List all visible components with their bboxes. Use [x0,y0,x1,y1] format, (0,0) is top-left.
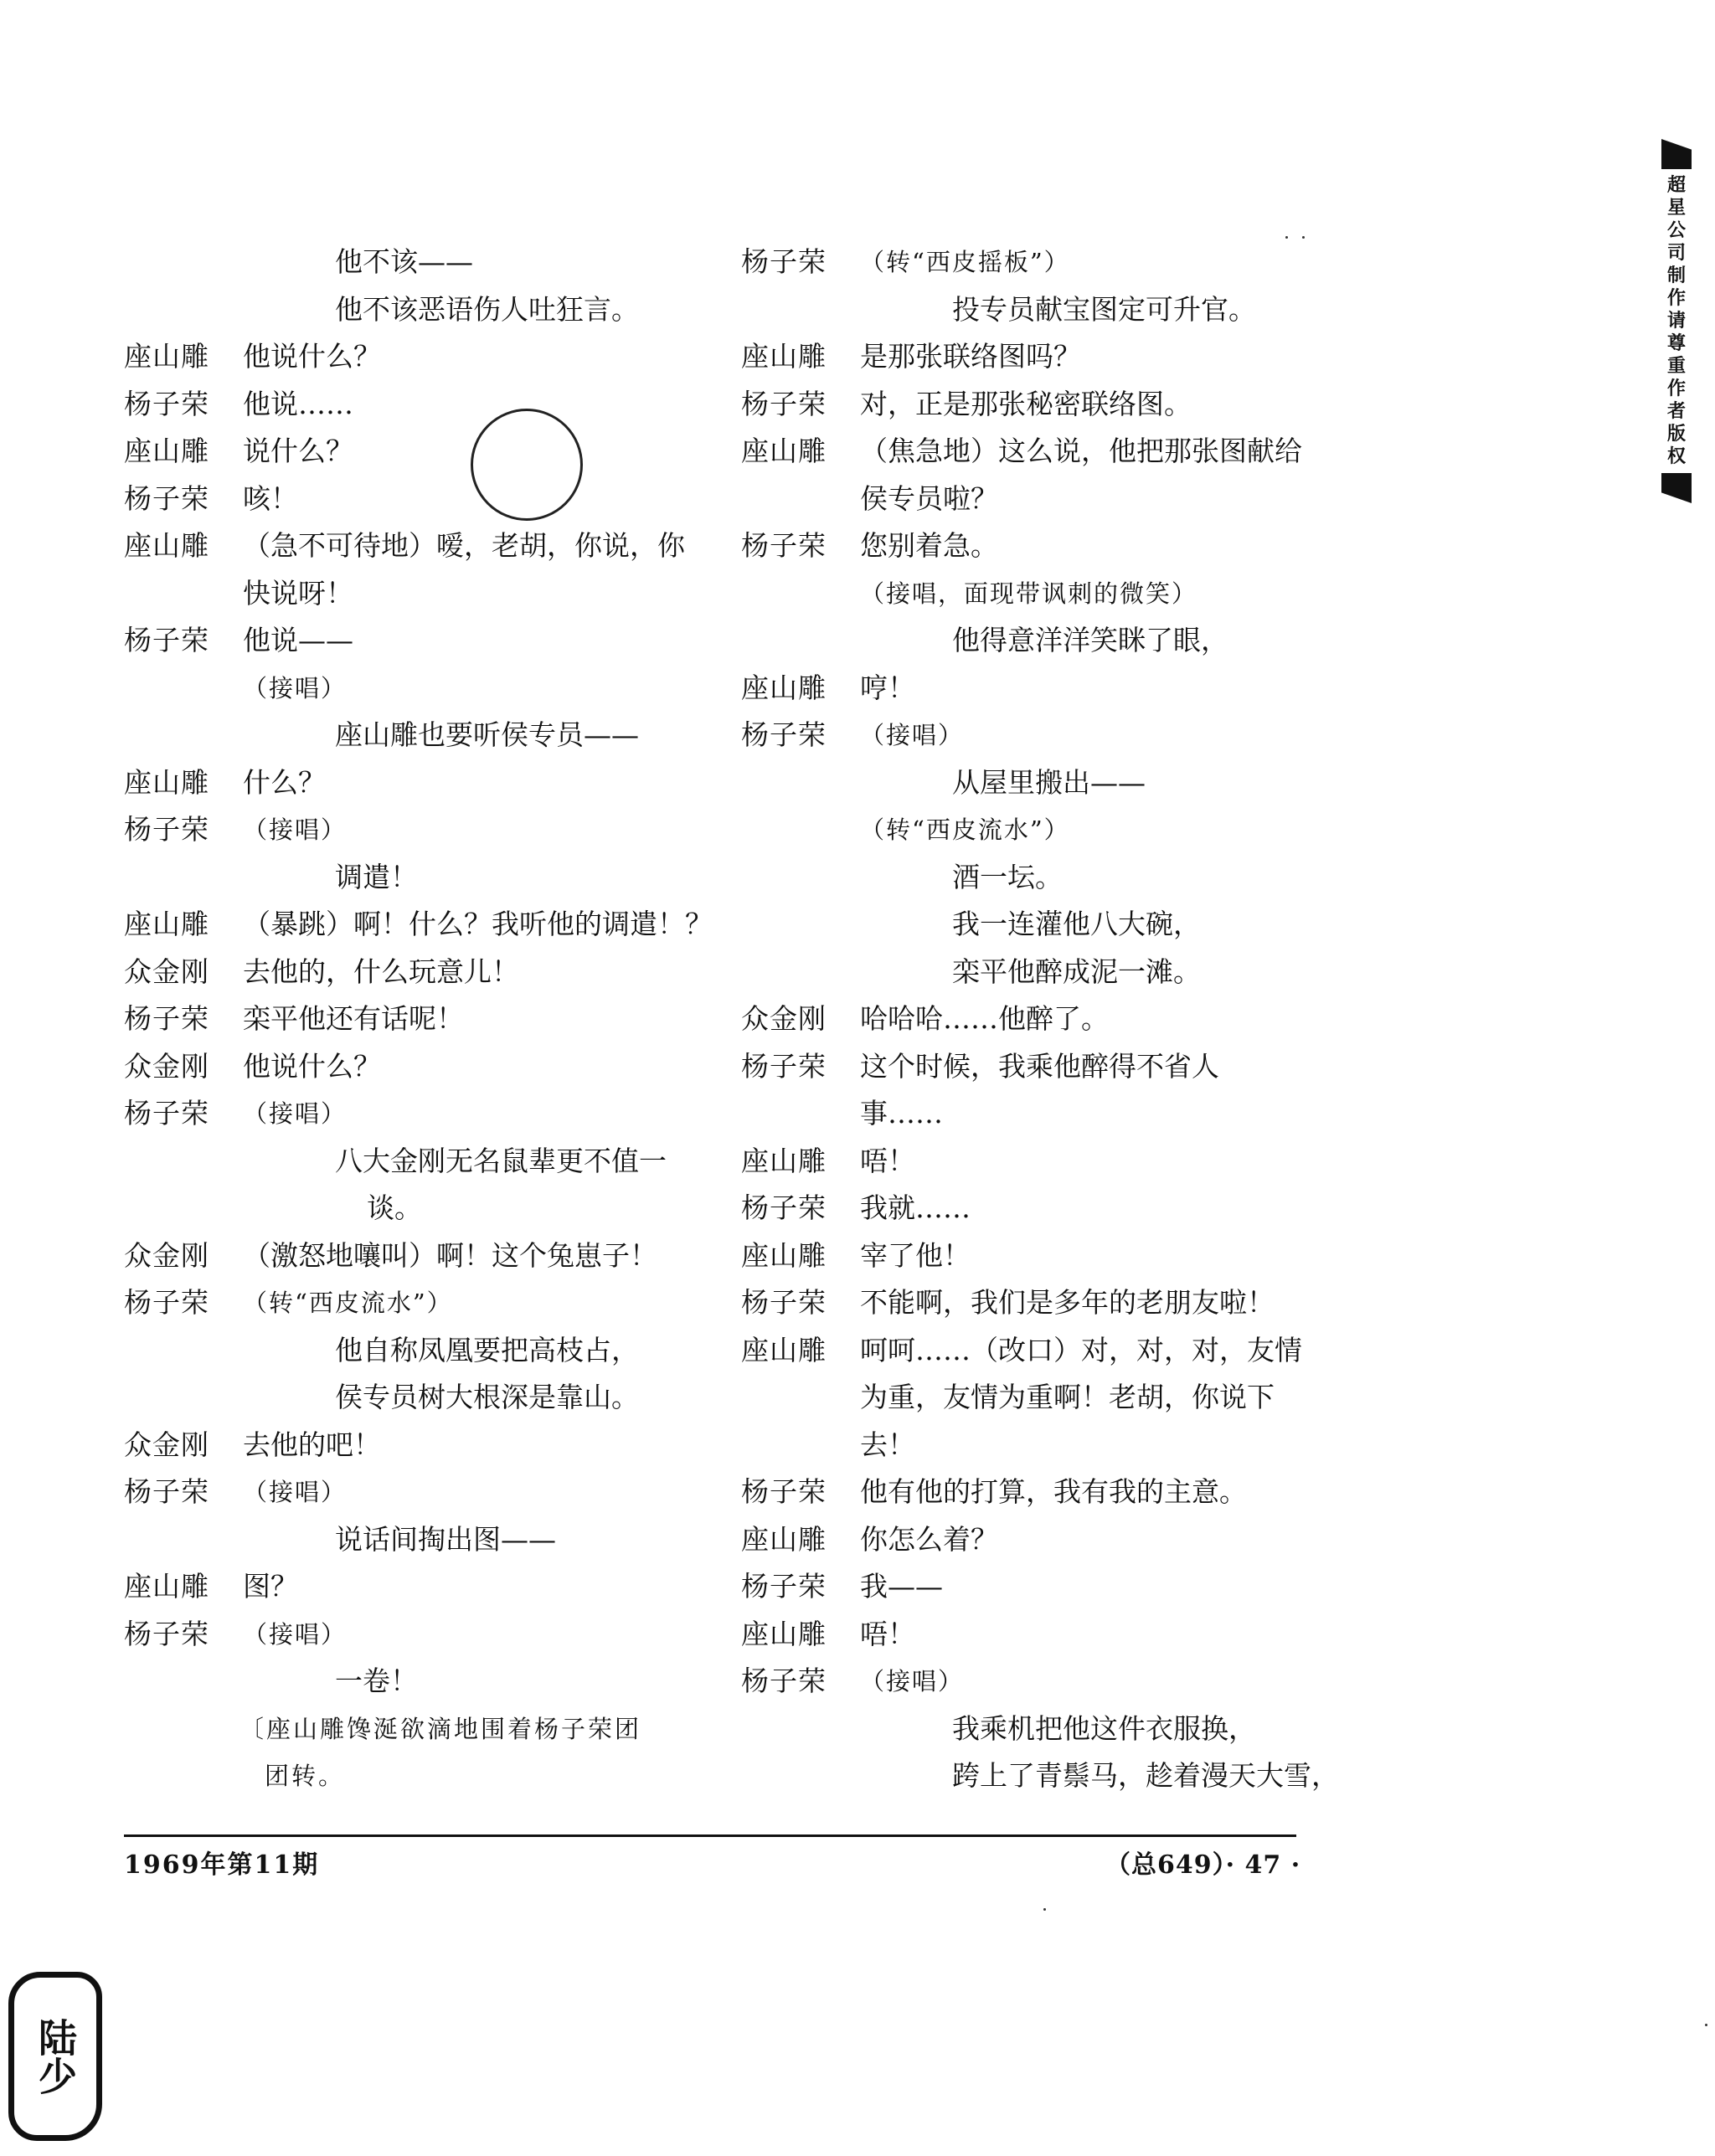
left-column [124,239,713,1800]
speaker-name: 杨子荣 [741,387,827,420]
speaker-name: 杨子荣 [124,1617,209,1650]
dialogue-text: 咳！ [243,481,298,515]
script-line [741,1043,1319,1091]
speaker-name: 杨子荣 [741,718,827,751]
script-line [741,806,1319,854]
dialogue-text: 哼！ [860,671,915,704]
dialogue-text: （焦急地）这么说，他把那张图献给 [860,435,1302,467]
dialogue-text: 呵呵……（改口）对，对，对，友情 [860,1333,1302,1366]
script-line [741,949,1319,996]
script-line [124,1043,702,1091]
script-line [741,996,1319,1043]
dialogue-text: 您别着急。 [860,529,998,562]
script-line [741,665,1319,713]
script-line [124,1374,702,1422]
speaker-name: 座山雕 [124,529,209,562]
dialogue-text: 说什么？ [243,435,353,467]
speaker-name: 杨子荣 [741,1570,827,1603]
stage-direction: （接唱） [860,1667,965,1695]
dialogue-text: 八大金刚无名鼠辈更不值一 [335,1144,667,1177]
script-line [124,1469,702,1516]
speaker-name: 座山雕 [741,435,827,467]
speaker-name: 座山雕 [124,435,209,467]
watermark-bar-bottom [1661,473,1692,503]
dialogue-text: 他自称凤凰要把高枝占， [335,1333,639,1366]
script-line [124,1185,702,1232]
speaker-name: 杨子荣 [124,1097,209,1129]
copyright-watermark [1661,139,1692,503]
speaker-name: 座山雕 [741,1617,827,1650]
scan-speck [1285,236,1288,239]
stage-direction: （转“西皮流水”） [860,816,1070,844]
speaker-name: 杨子荣 [741,1191,827,1224]
speaker-name: 杨子荣 [741,1665,827,1697]
dialogue-text: 他说—— [243,624,353,656]
speaker-name: 杨子荣 [741,1475,827,1508]
script-line [741,1279,1319,1327]
script-line [124,286,702,334]
scan-speck [1043,1908,1046,1911]
watermark-bar-top [1661,139,1692,169]
dialogue-text: 为重，友情为重啊！老胡，你说下 [860,1381,1275,1413]
dialogue-text: 他不该恶语伤人吐狂言。 [335,292,639,326]
speaker-name: 杨子荣 [124,624,209,656]
dialogue-text: 跨上了青鬃马，趁着漫天大雪， [952,1759,1339,1792]
script-line [741,712,1319,759]
dialogue-text: 去！ [860,1428,915,1461]
script-line [741,1374,1319,1422]
stage-direction: （接唱） [860,721,965,749]
speaker-name: 杨子荣 [741,529,827,562]
script-line [741,1516,1319,1564]
speaker-name: 座山雕 [741,1238,827,1272]
script-line [124,1090,702,1138]
script-line [124,1706,702,1753]
stage-direction: （接唱） [243,1478,348,1506]
script-line [741,854,1319,902]
script-line [741,333,1319,381]
dialogue-text: 不能啊，我们是多年的老朋友啦！ [860,1286,1275,1319]
stage-direction: （接唱） [243,1619,348,1649]
dialogue-text: 我一连灌他八大碗， [952,908,1201,940]
scan-speck [1302,236,1305,239]
script-line [741,617,1319,665]
speaker-name: 众金刚 [741,1002,827,1035]
speaker-name: 座山雕 [741,1144,827,1177]
speaker-name: 杨子荣 [741,1049,827,1083]
script-line [124,1658,702,1706]
dialogue-text: 栾平他还有话呢！ [243,1002,464,1035]
script-line [124,617,702,665]
watermark-text [1661,169,1692,473]
script-line [741,1611,1319,1659]
speaker-name: 杨子荣 [741,245,827,278]
dialogue-text: 他有他的打算，我有我的主意。 [860,1475,1247,1508]
stage-direction: （接唱） [243,816,348,844]
watermark-string: 超星公司制作请尊重作者版权 [1666,175,1686,467]
speaker-name: 杨子荣 [124,1286,209,1319]
dialogue-text: 快说呀！ [243,576,353,610]
speaker-name: 众金刚 [124,1238,209,1272]
dialogue-text: （激怒地嚷叫）啊！这个兔崽子！ [243,1238,657,1272]
speaker-name: 座山雕 [741,1522,827,1556]
stage-direction: （接唱，面现带讽刺的微笑） [860,579,1198,608]
script-line [741,1469,1319,1516]
stage-note: 团转。 [265,1762,346,1790]
speaker-name: 杨子荣 [741,1286,827,1319]
dialogue-text: 栾平他醉成泥一滩。 [952,955,1201,988]
stage-direction: （接唱） [243,1099,348,1128]
speaker-name: 座山雕 [124,340,209,373]
script-line [124,522,702,570]
speaker-name: 座山雕 [124,765,209,799]
script-line [741,428,1319,476]
dialogue-text: 从屋里搬出—— [952,765,1146,799]
dialogue-text: 说话间掏出图—— [335,1522,556,1556]
dialogue-text: 酒一坛。 [952,860,1063,893]
dialogue-text: 哈哈哈……他醉了。 [860,1002,1109,1035]
script-line [741,1185,1319,1232]
script-line [124,1279,702,1327]
script-line [741,381,1319,429]
scan-speck [1705,2024,1707,2026]
dialogue-text: 我乘机把他这件衣服换， [952,1711,1256,1745]
script-line [124,1138,702,1186]
script-line [741,570,1319,618]
dialogue-text: 他说什么？ [243,1049,381,1083]
script-line [741,522,1319,570]
script-line [741,759,1319,807]
speaker-name: 杨子荣 [124,387,209,420]
script-line [124,1516,702,1564]
dialogue-text: 他说什么？ [243,340,381,373]
script-line [124,1611,702,1659]
script-line [124,1752,702,1800]
right-column [741,239,1339,1800]
script-line [124,428,702,476]
speaker-name: 杨子荣 [124,813,209,846]
speaker-name: 座山雕 [741,1333,827,1366]
dialogue-text: 事…… [860,1097,943,1129]
dialogue-text: 唔！ [860,1617,915,1650]
speaker-name: 众金刚 [124,1428,209,1461]
script-line [124,665,702,713]
dialogue-text: 去他的吧！ [243,1428,381,1461]
dialogue-text: 对，正是那张秘密联络图。 [860,387,1192,420]
script-line [741,1752,1339,1800]
script-line [741,239,1319,286]
dialogue-text: 调遣！ [335,860,418,893]
speaker-name: 众金刚 [124,1049,209,1083]
dialogue-text: 投专员献宝图定可升官。 [952,292,1256,326]
script-line [741,1138,1319,1186]
speaker-name: 众金刚 [124,955,209,988]
script-line [124,996,702,1043]
script-line [741,1232,1319,1280]
dialogue-text: 谈。 [367,1191,422,1224]
dialogue-text: 唔！ [860,1144,915,1177]
dialogue-text: 我就…… [860,1191,971,1224]
dialogue-text: 侯专员啦？ [860,481,998,515]
dialogue-text: 一卷！ [335,1665,418,1697]
dialogue-text: 去他的，什么玩意儿！ [243,955,519,988]
script-line [124,759,702,807]
stage-direction: （转“西皮流水”） [243,1289,453,1317]
punch-hole-circle [471,409,583,521]
script-line [124,381,702,429]
script-line [741,1327,1319,1375]
script-line [124,476,702,523]
dialogue-text: （急不可待地）嗳，老胡，你说，你 [243,529,685,562]
script-line [124,1327,702,1375]
script-line [741,1658,1319,1706]
speaker-name: 座山雕 [741,671,827,704]
speaker-name: 杨子荣 [124,481,209,515]
dialogue-text: 侯专员树大根深是靠山。 [335,1381,639,1413]
speaker-name: 座山雕 [124,908,209,940]
dialogue-text: 你怎么着？ [860,1522,998,1556]
script-line [124,570,702,618]
script-line [741,1706,1319,1753]
dialogue-text: 这个时候，我乘他醉得不省人 [860,1049,1219,1083]
script-line [124,712,702,759]
page-number: （总649）· 47 · [1105,1850,1301,1880]
footer-rule [124,1834,1296,1837]
dialogue-text: 我—— [860,1570,943,1603]
dialogue-text: （暴跳）啊！什么？我听他的调遣！？ [243,908,713,940]
script-line [741,476,1319,523]
script-line [124,901,713,949]
speaker-name: 座山雕 [124,1570,209,1603]
script-line [124,1232,702,1280]
speaker-name: 杨子荣 [124,1475,209,1508]
script-line [741,286,1319,334]
stage-direction: （转“西皮摇板”） [860,248,1070,276]
script-line [741,1563,1319,1611]
stage-note: 〔座山雕馋涎欲滴地围着杨子荣团 [239,1714,642,1743]
script-line [124,1563,702,1611]
speaker-name: 座山雕 [741,340,827,373]
issue-label: 1969年第11期 [124,1850,320,1880]
dialogue-text: 他得意洋洋笑眯了眼， [952,624,1228,656]
script-line [124,806,702,854]
dialogue-text: 他说…… [243,387,353,420]
script-line [124,949,702,996]
dialogue-text: 什么？ [243,765,326,799]
script-line [741,901,1319,949]
dialogue-text: 他不该—— [335,245,473,278]
library-seal: 陆少 [8,1972,102,2141]
script-line [124,239,702,286]
dialogue-text: 图？ [243,1570,298,1603]
dialogue-text: 座山雕也要听侯专员—— [335,718,639,751]
script-line [124,854,702,902]
dialogue-text: 是那张联络图吗？ [860,340,1081,373]
speaker-name: 杨子荣 [124,1002,209,1035]
script-line [124,333,702,381]
script-line [741,1090,1319,1138]
script-line [741,1422,1319,1469]
stage-direction: （接唱） [243,673,348,702]
script-line [124,1422,702,1469]
dialogue-text: 宰了他！ [860,1238,971,1272]
